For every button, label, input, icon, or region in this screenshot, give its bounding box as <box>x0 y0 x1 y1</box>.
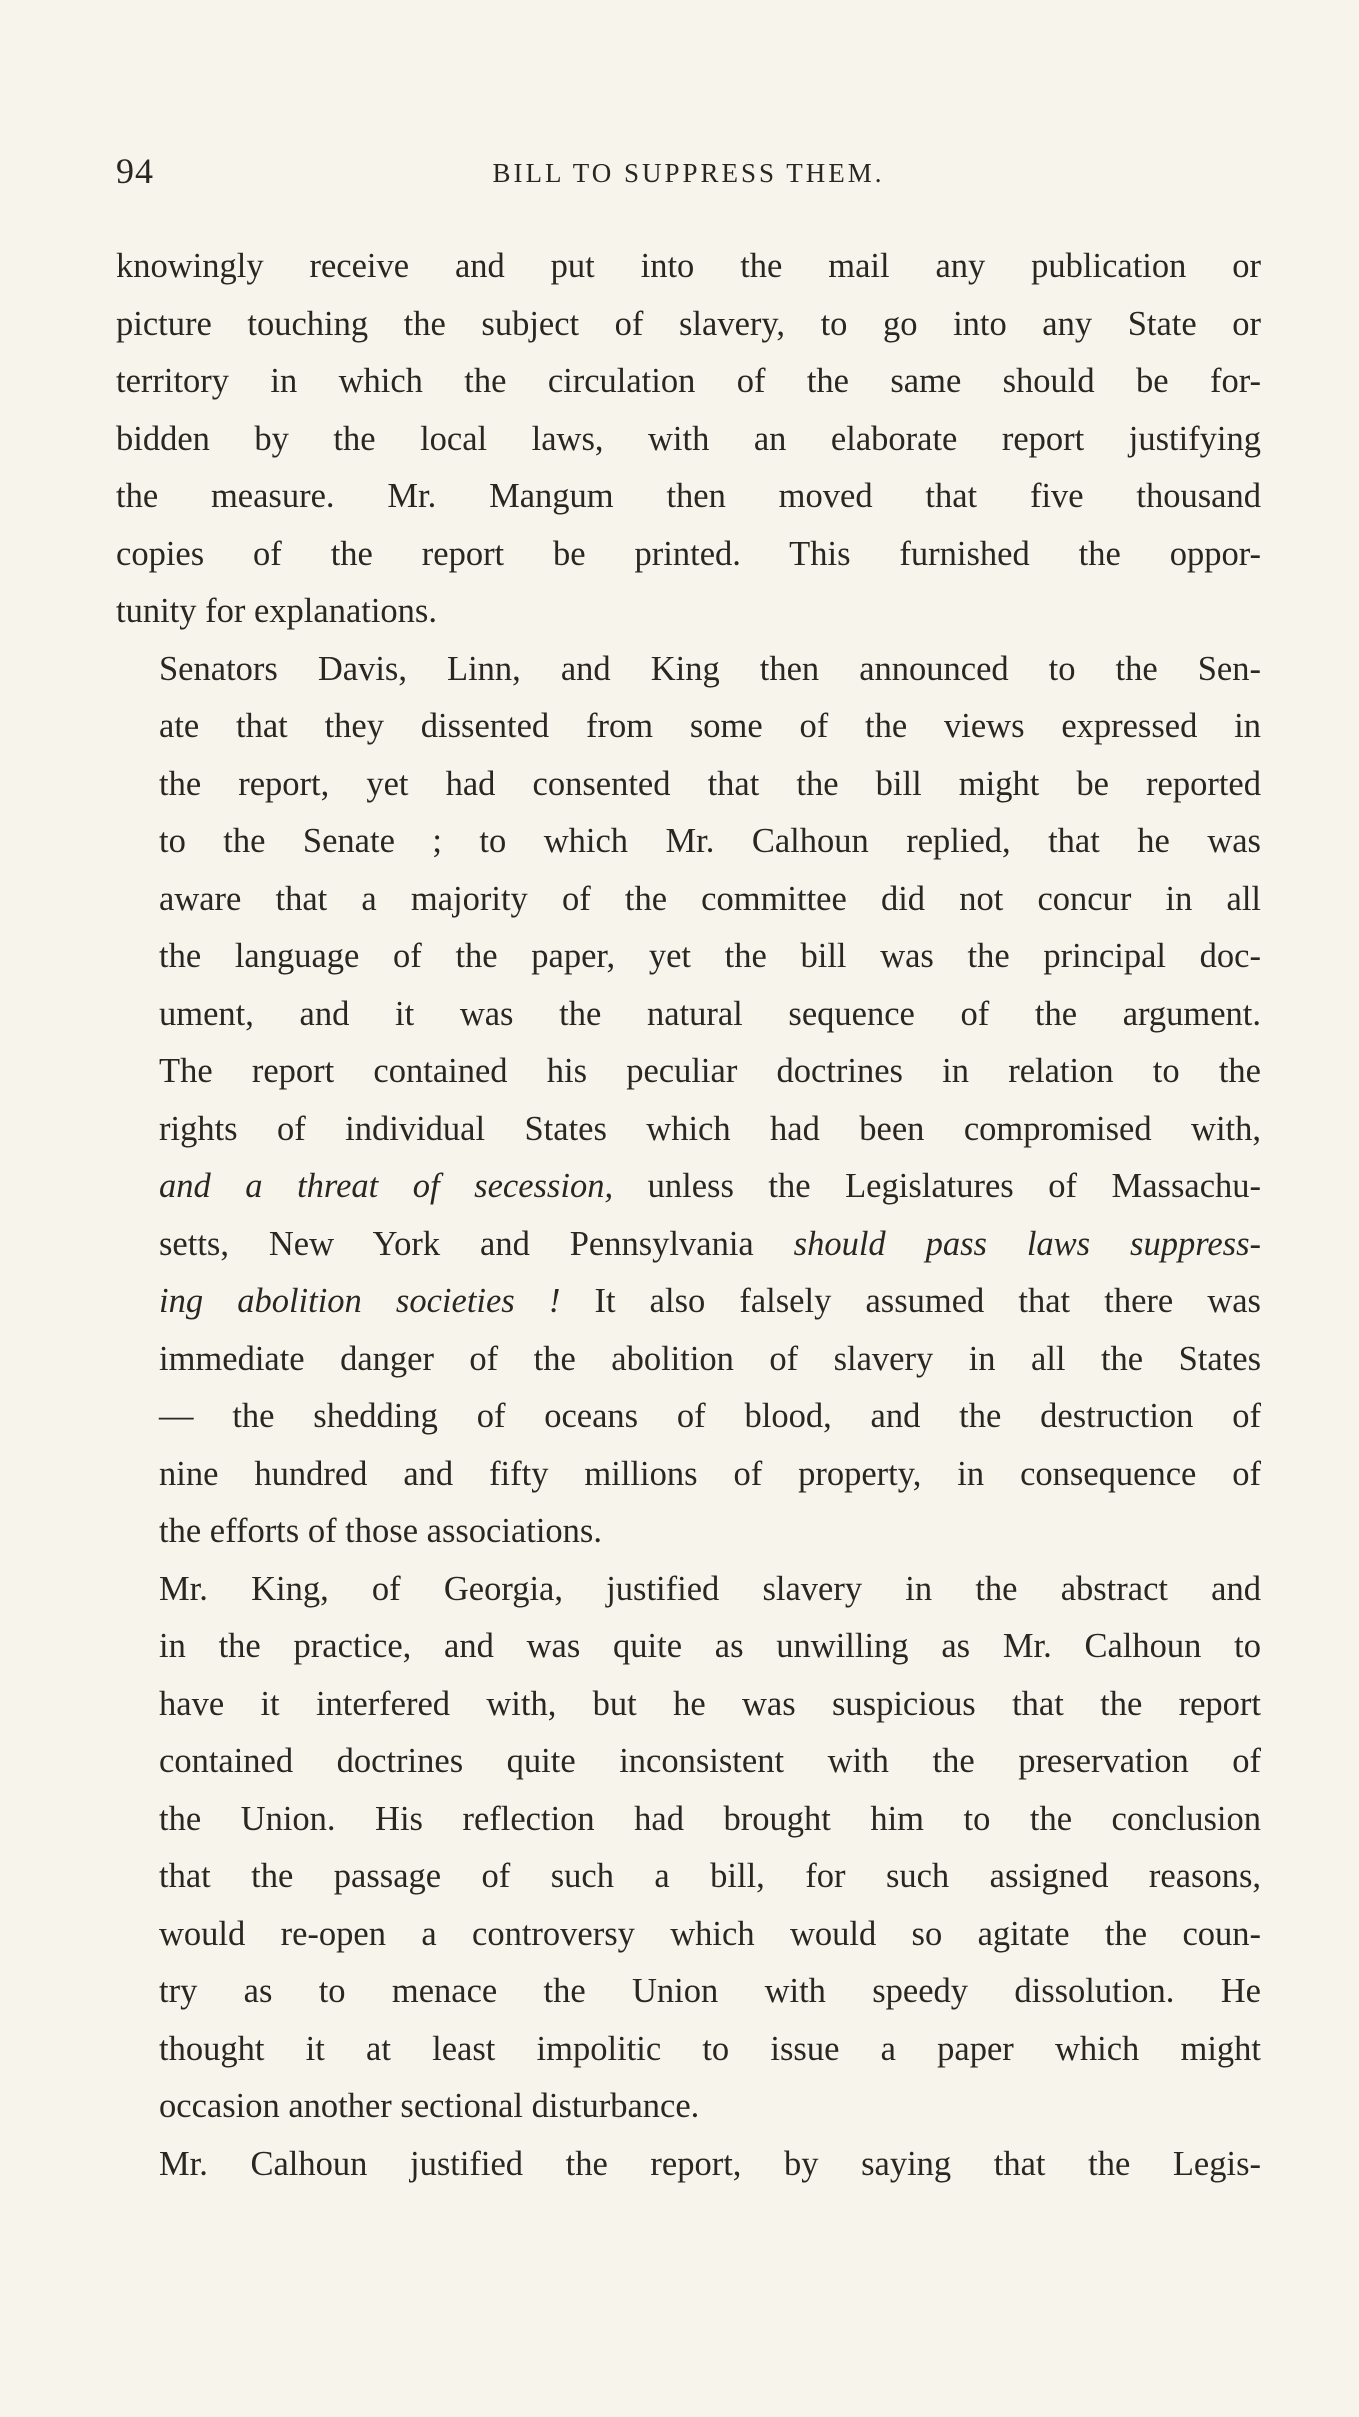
italic-phrase: and a threat of secession, <box>159 1167 614 1205</box>
book-page <box>116 150 1261 2193</box>
paragraph-2 <box>116 641 1261 1561</box>
text-line: in the practice, and was quite as unwilling as Mr. Calhoun to <box>159 1627 1261 1665</box>
text-line: aware that a majority of the committee did not concur in all <box>159 879 1261 918</box>
paragraph-4 <box>116 2136 1261 2194</box>
text-line: ument, and it was the natural sequence of the argument. <box>159 994 1261 1033</box>
text-line: Mr. King, of Georgia, justified slavery in the abstract and <box>159 1569 1261 1608</box>
text-line: the measure. Mr. Mangum then moved that five thousand <box>116 477 1261 515</box>
text-line: copies of the report be printed. This furnished the oppor- <box>116 534 1261 573</box>
running-head: BILL TO SUPPRESS THEM. <box>492 158 885 188</box>
text-line: have it interfered with, but he was suspicious that the report <box>159 1684 1261 1723</box>
text-line: the language of the paper, yet the bill was the principal doc- <box>159 937 1261 975</box>
text-line: the report, yet had consented that the bill might be reported <box>159 764 1261 803</box>
paragraph-1 <box>116 238 1261 641</box>
italic-phrase: should pass laws suppress- <box>793 1224 1261 1263</box>
text-line: contained doctrines quite inconsistent with the preservation of <box>159 1742 1261 1780</box>
text-line: Senators Davis, Linn, and King then announced to the Sen- <box>159 649 1261 688</box>
text-line: territory in which the circulation of the same should be for- <box>116 362 1261 400</box>
text-line: tunity for explanations. <box>116 592 437 630</box>
text-line: try as to menace the Union with speedy dissolution. He <box>159 1972 1261 2010</box>
text-line: immediate danger of the abolition of slavery in all the States <box>159 1339 1261 1378</box>
text-line: to the Senate ; to which Mr. Calhoun replied, that he was <box>159 822 1261 860</box>
text-line: ing abolition societies ! It also falsely assumed that there was <box>159 1282 1261 1320</box>
text-line: setts, New York and Pennsylvania should pass laws suppress- <box>159 1224 1261 1263</box>
italic-phrase: ing abolition societies ! <box>159 1282 561 1320</box>
text-line: bidden by the local laws, with an elaborate report justifying <box>116 419 1261 458</box>
text-line: the efforts of those associations. <box>159 1512 602 1550</box>
page-header <box>116 150 1261 210</box>
text-line: would re-open a controversy which would so agitate the coun- <box>159 1914 1261 1953</box>
text-line: ate that they dissented from some of the views expressed in <box>159 707 1261 745</box>
text-line: nine hundred and fifty millions of property, in consequence of <box>159 1454 1261 1493</box>
text-line: The report contained his peculiar doctrines in relation to the <box>159 1052 1261 1090</box>
paragraph-3 <box>116 1561 1261 2136</box>
text-line: rights of individual States which had been compromised with, <box>159 1109 1261 1148</box>
page-number: 94 <box>116 151 154 191</box>
text-line: Mr. Calhoun justified the report, by saying that the Legis- <box>159 2144 1261 2183</box>
text-line: thought it at least impolitic to issue a paper which might <box>159 2029 1261 2068</box>
text-line: the Union. His reflection had brought him to the conclusion <box>159 1799 1261 1838</box>
text-line: that the passage of such a bill, for such assigned reasons, <box>159 1857 1261 1895</box>
text-line: knowingly receive and put into the mail any publication or <box>116 247 1261 285</box>
text-line: — the shedding of oceans of blood, and the destruction of <box>159 1397 1261 1435</box>
text-line: occasion another sectional disturbance. <box>159 2087 700 2125</box>
text-line: picture touching the subject of slavery, to go into any State or <box>116 304 1261 343</box>
body-text <box>116 238 1261 2193</box>
text-line: and a threat of secession, unless the Legislatures of Massachu- <box>159 1167 1262 1205</box>
